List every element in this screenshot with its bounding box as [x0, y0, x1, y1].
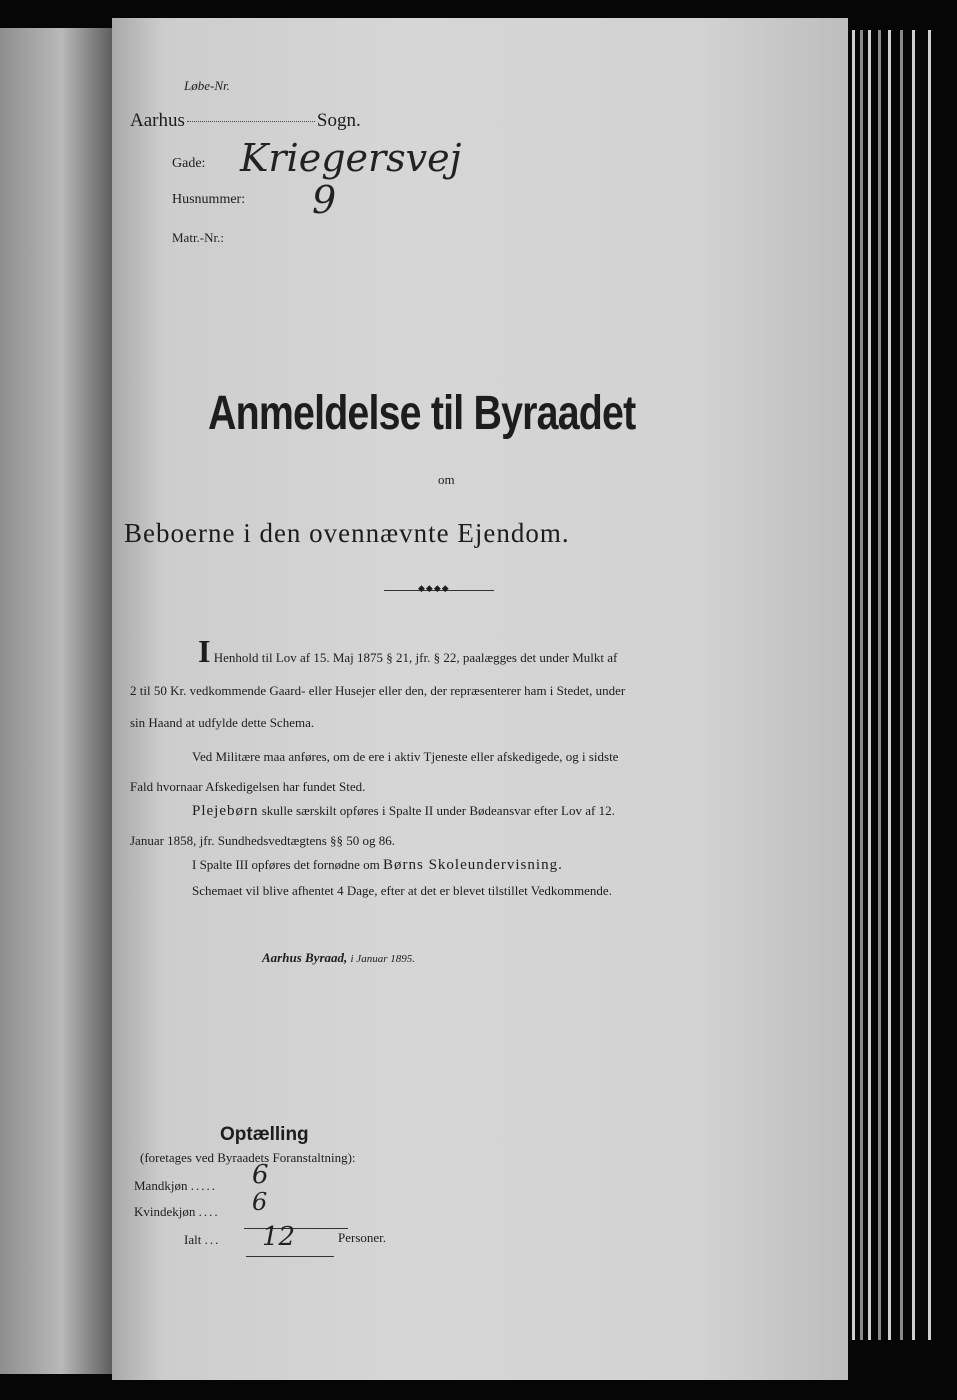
paragraph-3-line-1: Plejebørn skulle særskilt opføres i Spalte II under Bødeansvar efter Lov af 12. — [192, 803, 615, 819]
paragraph-2-line-1: Ved Militære maa anføres, om de ere i aktiv Tjeneste eller afskedigede, og i sidste — [192, 749, 619, 764]
page-edge — [878, 30, 881, 1340]
paragraph-1-line-3: sin Haand at udfylde dette Schema. — [130, 715, 315, 730]
page-edge — [900, 30, 903, 1340]
paragraph-5: Schemaet vil blive afhentet 4 Dage, efter at det er blevet tilstillet Vedkommende. — [192, 883, 612, 898]
signature-line — [262, 950, 415, 966]
gade-handwritten: Kriegersvej — [240, 136, 462, 180]
paragraph-4: I Spalte III opføres det fornødne om Børns Skoleundervisning. — [192, 857, 563, 873]
lobe-nr-label: Løbe-Nr. — [184, 78, 230, 93]
ornamental-divider: ◆◆◆◆ — [384, 590, 494, 591]
female-count-handwritten: 6 — [252, 1188, 268, 1216]
gade-label: Gade: — [172, 156, 206, 171]
page-edge — [860, 30, 863, 1340]
count-subtitle: (foretages ved Byraadets Foranstaltning): — [140, 1150, 356, 1165]
personer-label: Personer. — [338, 1230, 387, 1245]
document-page — [112, 18, 848, 1380]
page-edge — [912, 30, 915, 1340]
paragraph-2-line-2: Fald hvornaar Afskedigelsen har fundet Sted. — [130, 779, 366, 794]
left-facing-page — [0, 28, 112, 1374]
plejeborn-emphasis: Plejebørn — [192, 803, 259, 819]
paragraph-1-line-2: 2 til 50 Kr. vedkommende Gaard- eller Husejer eller den, der repræsenterer ham i Stedet, under — [130, 683, 626, 698]
page-edge — [928, 30, 931, 1340]
count-title: Optælling — [220, 1124, 309, 1145]
total-row: Ialt ... — [184, 1232, 221, 1247]
male-row: Mandkjøn ..... — [134, 1178, 217, 1193]
female-label: Kvindekjøn — [134, 1204, 196, 1219]
husnummer-label: Husnummer: — [172, 192, 246, 207]
sum-rule — [244, 1228, 348, 1229]
total-count-handwritten: 12 — [262, 1222, 296, 1252]
signature-name: Aarhus Byraad, — [262, 950, 348, 965]
total-underline — [246, 1256, 334, 1257]
female-row: Kvindekjøn .... — [134, 1204, 220, 1219]
drop-initial: I — [198, 633, 211, 669]
male-count-handwritten: 6 — [252, 1160, 269, 1190]
om-word: om — [438, 472, 455, 487]
page-edge — [852, 30, 855, 1340]
skoleundervisning-emphasis: Børns Skoleundervisning. — [382, 857, 563, 873]
husnummer-handwritten: 9 — [312, 178, 337, 222]
city-name: Aarhus — [130, 110, 185, 131]
paragraph-3-line-2: Januar 1858, jfr. Sundhedsvedtægtens §§ 50 og 86. — [130, 833, 396, 848]
male-label: Mandkjøn — [134, 1178, 188, 1193]
paragraph-1-line-1: I Henhold til Lov af 15. Maj 1875 § 21, jfr. § 22, paalægges det under Mulkt af — [198, 633, 618, 669]
signature-date: i Januar 1895. — [350, 953, 415, 965]
sogn-label: Sogn. — [316, 110, 361, 131]
page-edge — [888, 30, 891, 1340]
document-title: Anmeldelse til Byraadet — [208, 387, 636, 440]
parish-row — [130, 110, 361, 132]
document-subtitle: Beboerne i den ovennævnte Ejendom. — [124, 518, 570, 548]
parish-blank — [187, 120, 315, 122]
matr-label: Matr.-Nr.: — [172, 230, 224, 245]
total-label: Ialt — [184, 1232, 202, 1247]
page-edge — [868, 30, 871, 1340]
